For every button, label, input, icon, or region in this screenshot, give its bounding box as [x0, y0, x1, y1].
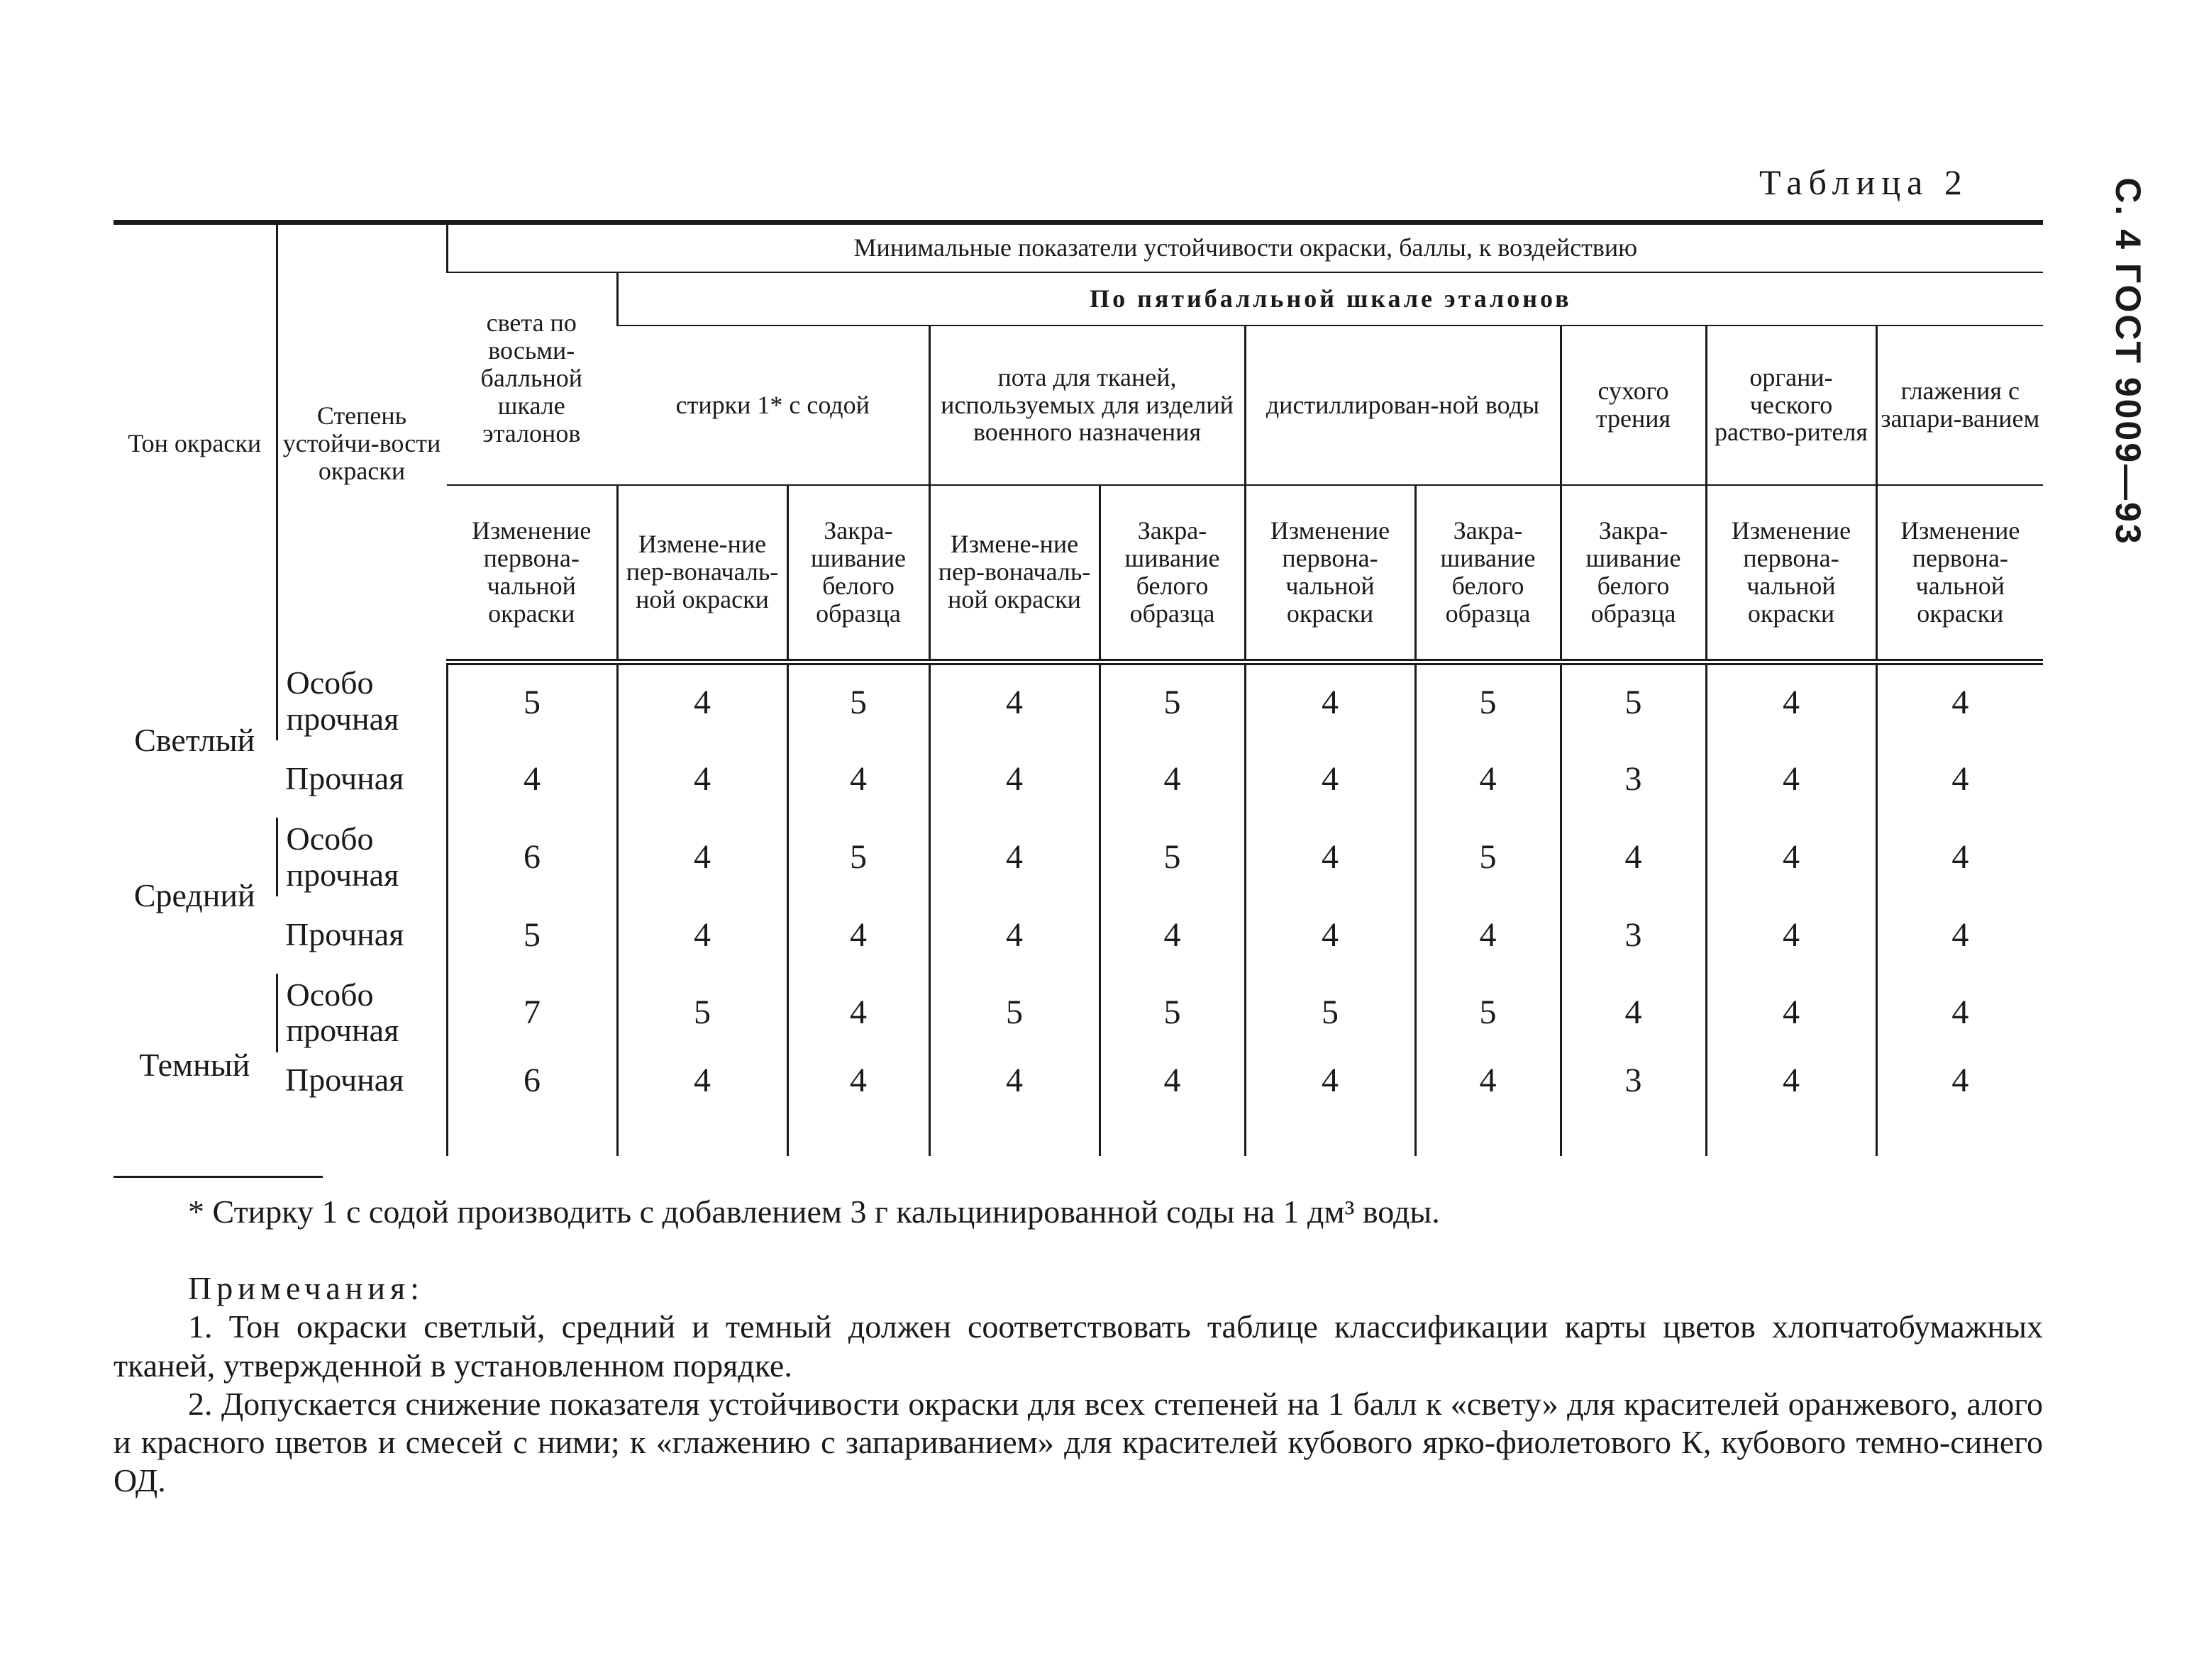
value-cell: 4 [1876, 740, 2043, 818]
value-cell: 4 [1245, 1052, 1415, 1156]
subheader-ironing-change: Изменение первона-чальной окраски [1876, 485, 2043, 662]
value-cell: 4 [1706, 740, 1876, 818]
value-cell: 5 [447, 662, 617, 741]
value-cell: 4 [617, 1052, 787, 1156]
value-cell: 5 [1100, 974, 1245, 1052]
value-cell: 5 [1561, 662, 1706, 741]
footnote-divider [113, 1176, 323, 1178]
value-cell: 4 [1415, 1052, 1561, 1156]
subheader-light-change: Изменение первона-чальной окраски [447, 485, 617, 662]
value-cell: 5 [787, 662, 929, 741]
header-organic-solvent: органи-ческого раство-рителя [1706, 326, 1876, 485]
subheader-distilled-change: Изменение первона-чальной окраски [1245, 485, 1415, 662]
header-tone: Тон окраски [113, 223, 277, 662]
footnote-block [113, 1193, 2043, 1231]
header-sweat: пота для тканей, используемых для изделий военного назначения [929, 326, 1245, 485]
colorfastness-table [113, 220, 2043, 1156]
value-cell: 4 [1706, 974, 1876, 1052]
value-cell: 4 [617, 740, 787, 818]
value-cell: 4 [1876, 1052, 2043, 1156]
value-cell: 4 [1415, 896, 1561, 974]
tone-cell: Темный [139, 1046, 250, 1083]
degree-cell: Прочная [285, 760, 404, 797]
value-cell: 4 [787, 1052, 929, 1156]
value-cell: 4 [447, 740, 617, 818]
degree-cell: Прочная [285, 916, 404, 953]
header-dry-rubbing: сухого трения [1561, 326, 1706, 485]
value-cell: 4 [1100, 1052, 1245, 1156]
degree-cell: Прочная [285, 1061, 404, 1098]
value-cell: 5 [1245, 974, 1415, 1052]
value-cell: 4 [1876, 818, 2043, 896]
value-cell: 4 [1415, 740, 1561, 818]
value-cell: 4 [1706, 1052, 1876, 1156]
value-cell: 5 [929, 974, 1100, 1052]
value-cell: 4 [1706, 818, 1876, 896]
value-cell: 4 [1100, 896, 1245, 974]
value-cell: 4 [617, 896, 787, 974]
degree-cell: Особо прочная [277, 662, 447, 741]
subheader-washing-staining: Закра-шивание белого образца [787, 485, 929, 662]
subheader-washing-change: Измене-ние пер-воначаль-ной окраски [617, 485, 787, 662]
value-cell: 5 [1415, 818, 1561, 896]
value-cell: 4 [1876, 662, 2043, 741]
value-cell: 6 [447, 818, 617, 896]
value-cell: 5 [1100, 662, 1245, 741]
header-light-group: света по восьми-балльной шкале эталонов [447, 272, 617, 485]
value-cell: 4 [1561, 974, 1706, 1052]
value-cell: 5 [1415, 974, 1561, 1052]
header-degree: Степень устойчи-вости окраски [277, 223, 447, 662]
header-washing: стирки 1* с содой [617, 326, 929, 485]
value-cell: 5 [617, 974, 787, 1052]
note-1: 1. Тон окраски светлый, средний и темный должен соответствовать таблице классификации карты цветов хлопчатобумажных тканей, утвержденной в установленном порядке. [113, 1308, 2043, 1384]
value-cell: 4 [787, 896, 929, 974]
value-cell: 4 [1245, 896, 1415, 974]
value-cell: 4 [929, 740, 1100, 818]
value-cell: 5 [787, 818, 929, 896]
degree-cell: Особо прочная [277, 974, 447, 1052]
header-distilled-water: дистиллирован-ной воды [1245, 326, 1561, 485]
tone-cell: Средний [133, 877, 255, 914]
value-cell: 4 [787, 974, 929, 1052]
value-cell: 4 [929, 818, 1100, 896]
value-cell: 3 [1561, 740, 1706, 818]
value-cell: 4 [1876, 974, 2043, 1052]
subheader-sweat-change: Измене-ние пер-воначаль-ной окраски [929, 485, 1100, 662]
table-caption: Таблица 2 [1759, 162, 1968, 202]
value-cell: 5 [1100, 818, 1245, 896]
value-cell: 4 [787, 740, 929, 818]
value-cell: 4 [1561, 818, 1706, 896]
subheader-distilled-staining: Закра-шивание белого образца [1415, 485, 1561, 662]
subheader-sweat-staining: Закра-шивание белого образца [1100, 485, 1245, 662]
notes-block [113, 1269, 2043, 1501]
footnote-text: * Стирку 1 с содой производить с добавлением 3 г кальцинированной соды на 1 дм³ воды. [188, 1194, 1440, 1230]
value-cell: 4 [1876, 896, 2043, 974]
value-cell: 4 [617, 818, 787, 896]
value-cell: 4 [617, 662, 787, 741]
tone-cell: Светлый [134, 721, 255, 758]
header-top-group: Минимальные показатели устойчивости окраски, баллы, к воздействию [447, 223, 2043, 272]
value-cell: 4 [929, 896, 1100, 974]
page-header-vertical [2100, 177, 2156, 546]
value-cell: 6 [447, 1052, 617, 1156]
value-cell: 3 [1561, 896, 1706, 974]
value-cell: 4 [929, 662, 1100, 741]
value-cell: 5 [447, 896, 617, 974]
value-cell: 4 [1706, 662, 1876, 741]
subheader-organic-change: Изменение первона-чальной окраски [1706, 485, 1876, 662]
value-cell: 4 [1245, 740, 1415, 818]
page-header-text: С. 4 ГОСТ 9009—93 [2108, 177, 2148, 546]
subheader-dry-rubbing-staining: Закра-шивание белого образца [1561, 485, 1706, 662]
note-2: 2. Допускается снижение показателя устойчивости окраски для всех степеней на 1 балл к «свету» для красителей оранжевого, алого и красного цветов и смесей с ними; к «глажению с запариванием» для красителей кубового ярко-фиолетового К, кубового темно-синего ОД. [113, 1385, 2043, 1499]
notes-title: Примечания: [188, 1270, 424, 1306]
degree-cell: Особо прочная [277, 818, 447, 896]
header-ironing: глажения с запари-ванием [1876, 326, 2043, 485]
value-cell: 3 [1561, 1052, 1706, 1156]
value-cell: 4 [1245, 818, 1415, 896]
value-cell: 4 [929, 1052, 1100, 1156]
value-cell: 4 [1100, 740, 1245, 818]
value-cell: 7 [447, 974, 617, 1052]
header-five-point-group: По пятибалльной шкале эталонов [617, 272, 2043, 326]
value-cell: 4 [1245, 662, 1415, 741]
value-cell: 4 [1706, 896, 1876, 974]
value-cell: 5 [1415, 662, 1561, 741]
